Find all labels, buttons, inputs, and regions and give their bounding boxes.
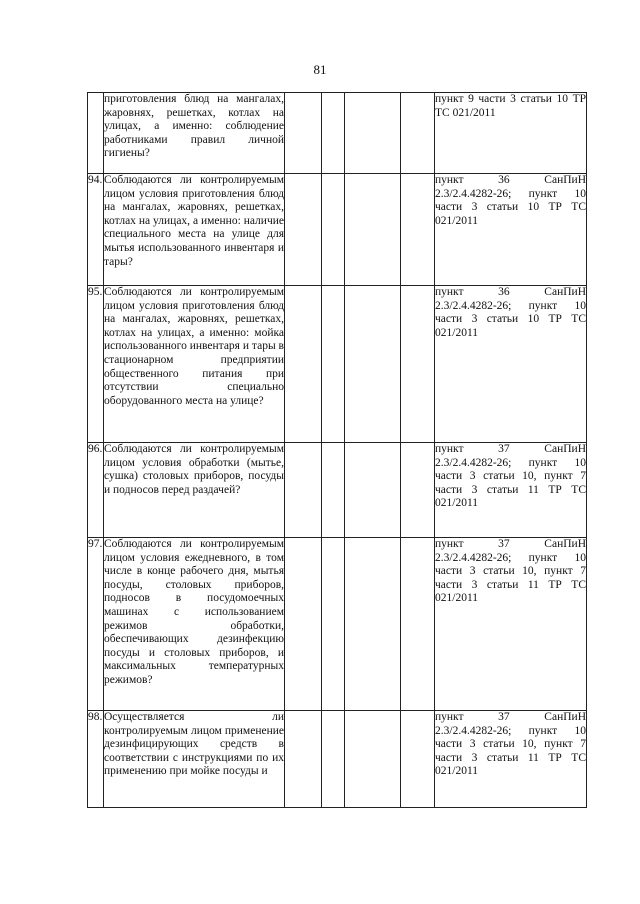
question-cell: Осуществляется ли контролируемым лицом применение дезинфицирующих средств в соответствии с инструкциями по их применению при мойке посуды и xyxy=(104,711,285,808)
reference-cell: пункт 37 СанПиН 2.3/2.4.4282-26; пункт 10 части 3 статьи 10, пункт 7 части 3 статьи 11 ТР ТС 021/2011 xyxy=(435,443,587,538)
table-row xyxy=(88,538,587,711)
table-row xyxy=(88,174,587,286)
not-applicable-cell xyxy=(345,93,401,174)
answer-yes-cell xyxy=(285,286,322,443)
answer-no-cell xyxy=(322,93,345,174)
note-cell xyxy=(401,286,435,443)
question-cell: Соблюдаются ли контролируемым лицом условия приготовления блюд на мангалах, жаровнях, решетках, котлах на улицах, а именно: мойка использованного инвентаря и тары в стационарном предприятии общественного питания при отсутствии специально оборудованного места на улице? xyxy=(104,286,285,443)
note-cell xyxy=(401,443,435,538)
answer-yes-cell xyxy=(285,443,322,538)
reference-cell: пункт 36 СанПиН 2.3/2.4.4282-26; пункт 10 части 3 статьи 10 ТР ТС 021/2011 xyxy=(435,286,587,443)
table-row xyxy=(88,286,587,443)
row-number: 98. xyxy=(88,711,104,808)
table-row xyxy=(88,711,587,808)
answer-yes-cell xyxy=(285,174,322,286)
reference-cell: пункт 36 СанПиН 2.3/2.4.4282-26; пункт 10 части 3 статьи 10 ТР ТС 021/2011 xyxy=(435,174,587,286)
reference-cell: пункт 37 СанПиН 2.3/2.4.4282-26; пункт 10 части 3 статьи 10, пункт 7 части 3 статьи 11 ТР ТС 021/2011 xyxy=(435,711,587,808)
note-cell xyxy=(401,711,435,808)
answer-no-cell xyxy=(322,286,345,443)
reference-cell: пункт 37 СанПиН 2.3/2.4.4282-26; пункт 10 части 3 статьи 10, пункт 7 части 3 статьи 11 ТР ТС 021/2011 xyxy=(435,538,587,711)
table-row xyxy=(88,443,587,538)
question-cell: Соблюдаются ли контролируемым лицом условия обработки (мытье, сушка) столовых приборов, посуды и подносов перед раздачей? xyxy=(104,443,285,538)
question-cell: приготовления блюд на мангалах, жаровнях, решетках, котлах на улицах, а именно: соблюдение работниками правил личной гигиены? xyxy=(104,93,285,174)
answer-no-cell xyxy=(322,443,345,538)
question-cell: Соблюдаются ли контролируемым лицом условия ежедневного, в том числе в конце рабочего дня, мытья посуды, столовых приборов, подносов в посудомоечных машинах с использованием режимов обработки, обеспечивающих дезинфекцию посуды и столовых приборов, и максимальных температурных режимов? xyxy=(104,538,285,711)
row-number: 97. xyxy=(88,538,104,711)
answer-no-cell xyxy=(322,174,345,286)
answer-no-cell xyxy=(322,711,345,808)
answer-yes-cell xyxy=(285,93,322,174)
not-applicable-cell xyxy=(345,538,401,711)
not-applicable-cell xyxy=(345,174,401,286)
row-number: 95. xyxy=(88,286,104,443)
not-applicable-cell xyxy=(345,286,401,443)
answer-yes-cell xyxy=(285,538,322,711)
reference-cell: пункт 9 части 3 статьи 10 ТР ТС 021/2011 xyxy=(435,93,587,174)
note-cell xyxy=(401,538,435,711)
note-cell xyxy=(401,174,435,286)
answer-no-cell xyxy=(322,538,345,711)
note-cell xyxy=(401,93,435,174)
table-row xyxy=(88,93,587,174)
not-applicable-cell xyxy=(345,711,401,808)
row-number xyxy=(88,93,104,174)
row-number: 96. xyxy=(88,443,104,538)
answer-yes-cell xyxy=(285,711,322,808)
not-applicable-cell xyxy=(345,443,401,538)
page-number: 81 xyxy=(313,62,327,77)
question-cell: Соблюдаются ли контролируемым лицом условия приготовления блюд на мангалах, жаровнях, решетках, котлах на улицах, а именно: наличие специального места на улице для мытья использованного инвентаря и тары? xyxy=(104,174,285,286)
checklist-table xyxy=(87,92,587,808)
row-number: 94. xyxy=(88,174,104,286)
